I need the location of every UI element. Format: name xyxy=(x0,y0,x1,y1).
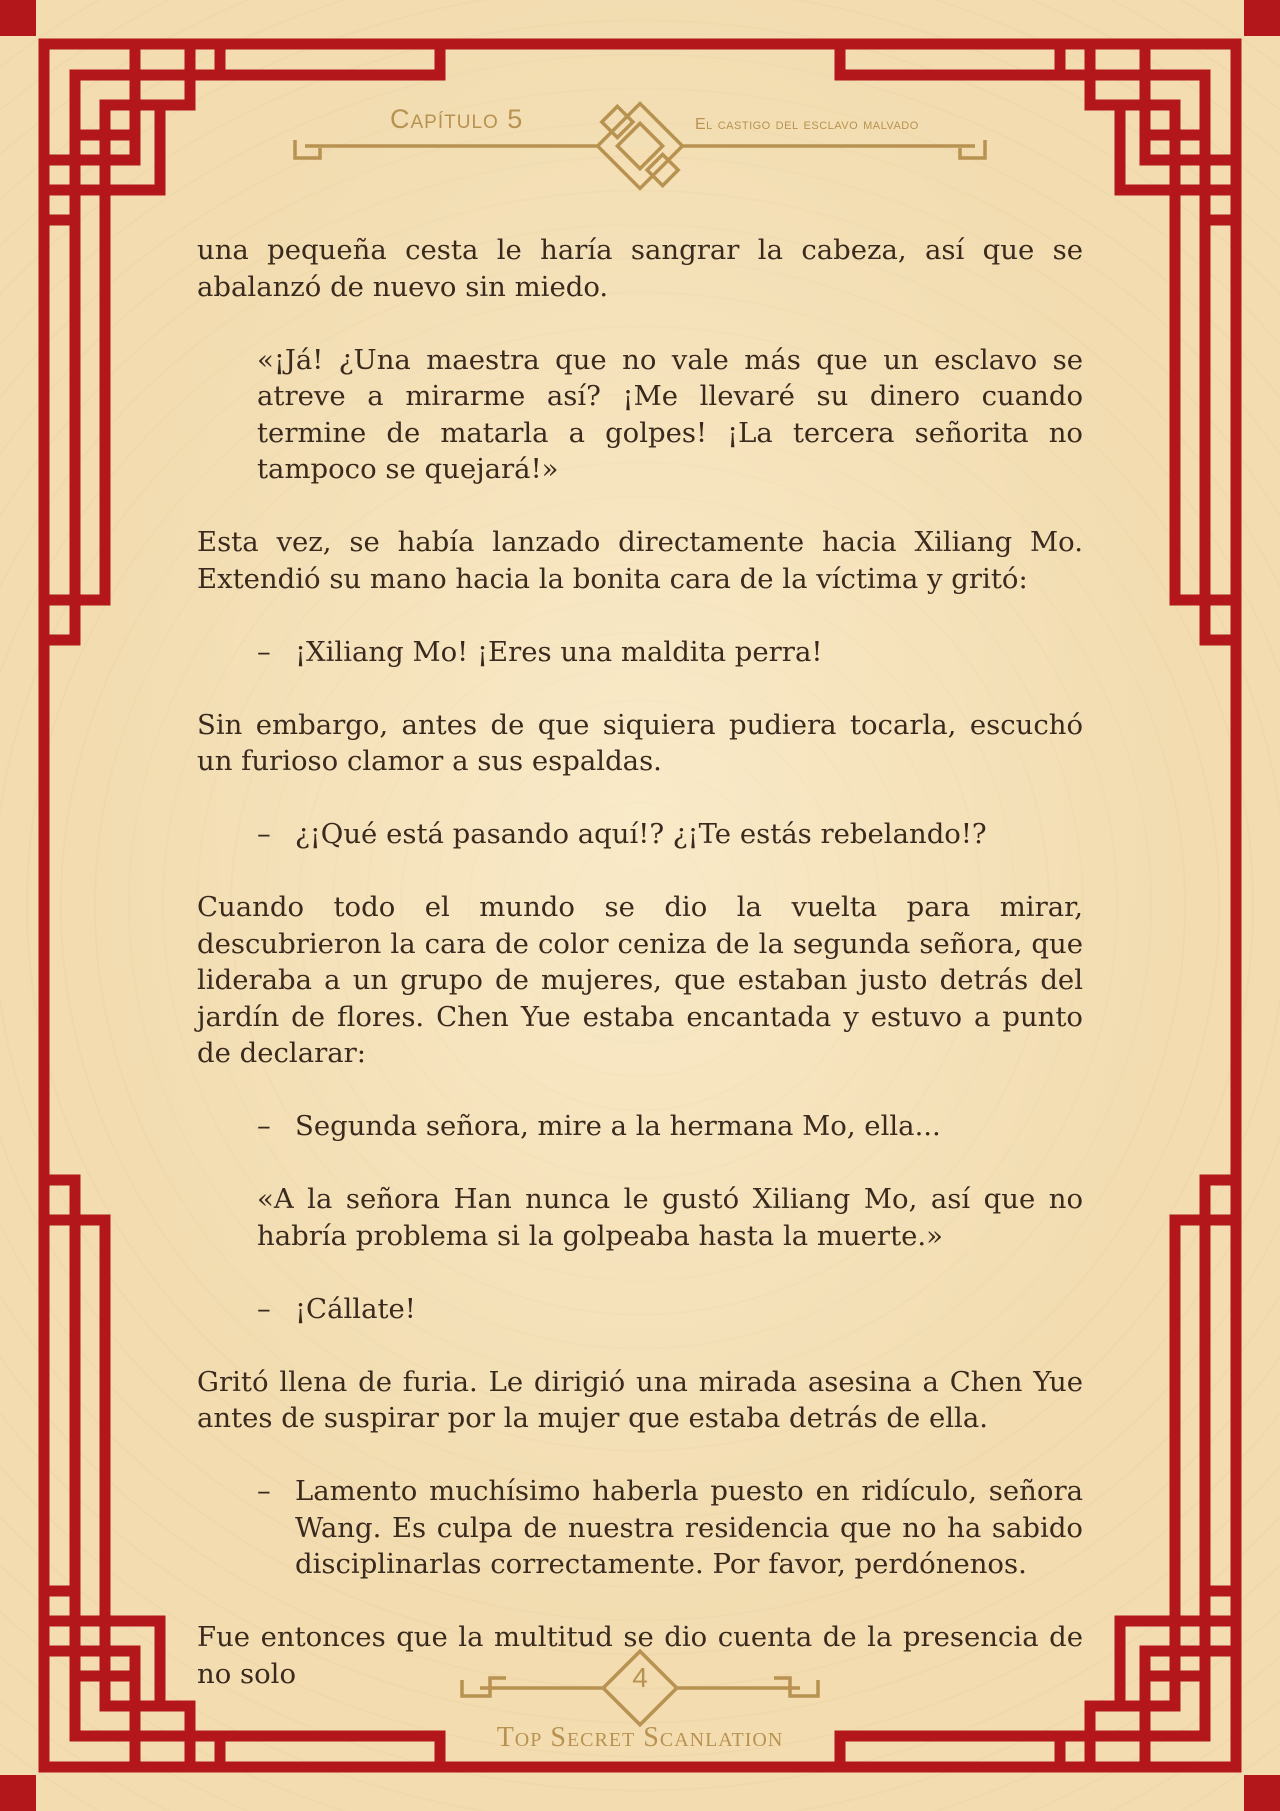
dialog-line-5 xyxy=(197,1473,1083,1583)
paragraph-6: «A la señora Han nunca le gustó Xiliang Mo, así que no habría problema si la golpeaba hasta la muerte.» xyxy=(257,1183,1083,1252)
paragraph-5: Cuando todo el mundo se dio la vuelta para mirar, descubrieron la cara de color ceniza de la segunda señora, que lideraba a un grupo de mujeres, que estaban justo detrás del jardín de flores. Chen Yue estaba encantada y estuvo a punto de declarar: xyxy=(197,891,1083,1069)
paragraph-3: Esta vez, se había lanzado directamente hacia Xiliang Mo. Extendió su mano hacia la bonita cara de la víctima y gritó: xyxy=(197,526,1083,595)
dialog-dash: – xyxy=(257,818,271,850)
paragraph-8: Fue entonces que la multitud se dio cuenta de la presencia de no solo xyxy=(197,1621,1083,1690)
dialog-line-2 xyxy=(197,816,1083,853)
paragraph-2: «¡Já! ¿Una maestra que no vale más que un esclavo se atreve a mirarme así? ¡Me llevaré su dinero cuando termine de matarla a golpes! ¡La tercera señorita no tampoco se quejará!» xyxy=(257,343,1083,485)
paragraph-1: una pequeña cesta le haría sangrar la cabeza, así que se abalanzó de nuevo sin miedo. xyxy=(197,234,1083,303)
dialog-line-3 xyxy=(197,1108,1083,1145)
chapter-label: Capítulo 5 xyxy=(390,104,524,134)
dialog-dash: – xyxy=(257,635,271,668)
dialog-text: Segunda señora, mire a la hermana Mo, ella... xyxy=(295,1110,941,1142)
dialog-line-4 xyxy=(197,1291,1083,1328)
chapter-title: El castigo del esclavo malvado xyxy=(695,116,919,133)
dialog-dash: – xyxy=(257,1110,271,1142)
story-text xyxy=(197,232,1083,1729)
scanlation-credit: Top Secret Scanlation xyxy=(496,1722,784,1753)
dialog-text: ¿¡Qué está pasando aquí!? ¿¡Te estás rebelando!? xyxy=(295,818,987,850)
dialog-dash: – xyxy=(257,1292,271,1325)
dialog-line-1 xyxy=(197,634,1083,671)
dialog-text: ¡Xiliang Mo! ¡Eres una maldita perra! xyxy=(295,635,823,668)
page-number: 4 xyxy=(632,1662,648,1693)
dialog-dash: – xyxy=(257,1475,271,1507)
dialog-text: Lamento muchísimo haberla puesto en ridículo, señora Wang. Es culpa de nuestra residencia que no ha sabido disciplinarlas correctamente. Por favor, perdónenos. xyxy=(295,1475,1083,1580)
paragraph-7: Gritó llena de furia. Le dirigió una mirada asesina a Chen Yue antes de suspirar por la mujer que estaba detrás de ella. xyxy=(197,1365,1083,1434)
dialog-text: ¡Cállate! xyxy=(295,1292,416,1325)
paragraph-4: Sin embargo, antes de que siquiera pudiera tocarla, escuchó un furioso clamor a sus espaldas. xyxy=(197,708,1083,777)
